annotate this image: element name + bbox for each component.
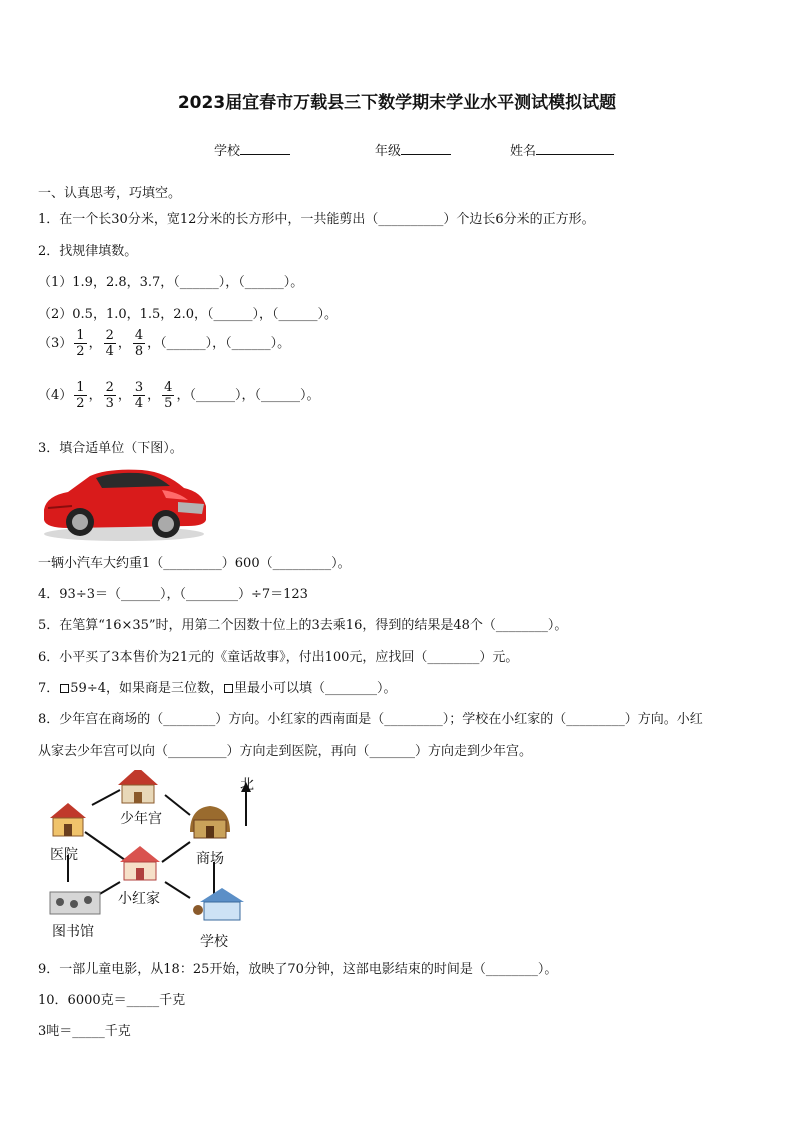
label-shangchang: 商场	[196, 851, 224, 867]
question-8-line-2: 从家去少年宫可以向（_________）方向走到医院，再向（_______）方向走到少年宫。	[38, 744, 533, 759]
question-2-3: （3） $\frac{1}{2}$ ， $\frac{2}{4}$ ， $\frac{4}{8}$ ，（______），（______）。	[38, 328, 291, 359]
question-10: 10．6000克＝_____千克	[38, 993, 186, 1008]
question-2-2: （2）0.5，1.0，1.5，2.0，（______），（______）。	[38, 307, 337, 322]
box-symbol	[224, 684, 233, 693]
fraction: $\frac{4}{8}$	[134, 328, 144, 359]
question-10b: 3吨＝_____千克	[38, 1024, 131, 1039]
label-yiyuan: 医院	[50, 847, 78, 863]
fraction: $\frac{3}{4}$	[134, 380, 144, 411]
question-1: 1．在一个长30分米，宽12分米的长方形中，一共能剪出（__________）个边长6分米的正方形。	[38, 212, 595, 227]
label-xiaohong-jia: 小红家	[118, 891, 160, 907]
name-field	[510, 140, 614, 159]
question-9: 9．一部儿童电影，从18：25开始，放映了70分钟，这部电影结束的时间是（________）。	[38, 962, 558, 977]
school-blank[interactable]	[240, 142, 290, 155]
north-label: 北	[240, 777, 254, 793]
question-7: 7． 59÷4，如果商是三位数， 里最小可以填（________）。	[38, 681, 397, 696]
question-2: 2．找规律填数。	[38, 244, 138, 259]
label-shaonian-gong: 少年宫	[120, 811, 162, 827]
fraction: $\frac{1}{2}$	[76, 380, 85, 411]
name-label: 姓名	[510, 144, 537, 159]
fraction: $\frac{4}{5}$	[164, 380, 173, 411]
grade-label: 年级	[375, 144, 402, 159]
school-label: 学校	[214, 144, 241, 159]
label-xuexiao: 学校	[200, 934, 228, 950]
question-2-1: （1）1.9，2.8，3.7，（______），（______）。	[38, 275, 304, 290]
direction-map	[40, 770, 270, 955]
question-3-line: 一辆小汽车大约重1（_________）600（_________）。	[38, 556, 351, 571]
question-5: 5．在笔算“16×35”时，用第二个因数十位上的3去乘16，得到的结果是48个（________）。	[38, 618, 568, 633]
question-8-line-1: 8．少年宫在商场的（________）方向。小红家的西南面是（_________）；学校在小红家的（_________）方向。小红	[38, 712, 703, 727]
question-2-4: （4） $\frac{1}{2}$ ， $\frac{2}{3}$ ， $\frac{3}{4}$ ， $\frac{4}{5}$ ，（______），（______）。	[38, 380, 320, 411]
name-blank[interactable]	[536, 142, 614, 155]
fraction: $\frac{2}{4}$	[105, 328, 114, 359]
question-3: 3．填合适单位（下图）。	[38, 441, 183, 456]
label-tushuguan: 图书馆	[52, 924, 94, 940]
grade-blank[interactable]	[401, 142, 451, 155]
school-field	[214, 140, 290, 159]
page-title: 2023届宜春市万载县三下数学期末学业水平测试模拟试题	[177, 93, 617, 113]
fraction: $\frac{1}{2}$	[76, 328, 85, 359]
red-car-image	[38, 462, 210, 544]
question-6: 6．小平买了3本售价为21元的《童话故事》，付出100元，应找回（________）元。	[38, 650, 519, 665]
box-symbol	[60, 684, 69, 693]
section-heading: 一、认真思考，巧填空。	[38, 186, 182, 201]
fraction: $\frac{2}{3}$	[105, 380, 114, 411]
question-4: 4．93÷3＝（______），（________）÷7＝123	[38, 587, 308, 602]
grade-field	[375, 140, 451, 159]
